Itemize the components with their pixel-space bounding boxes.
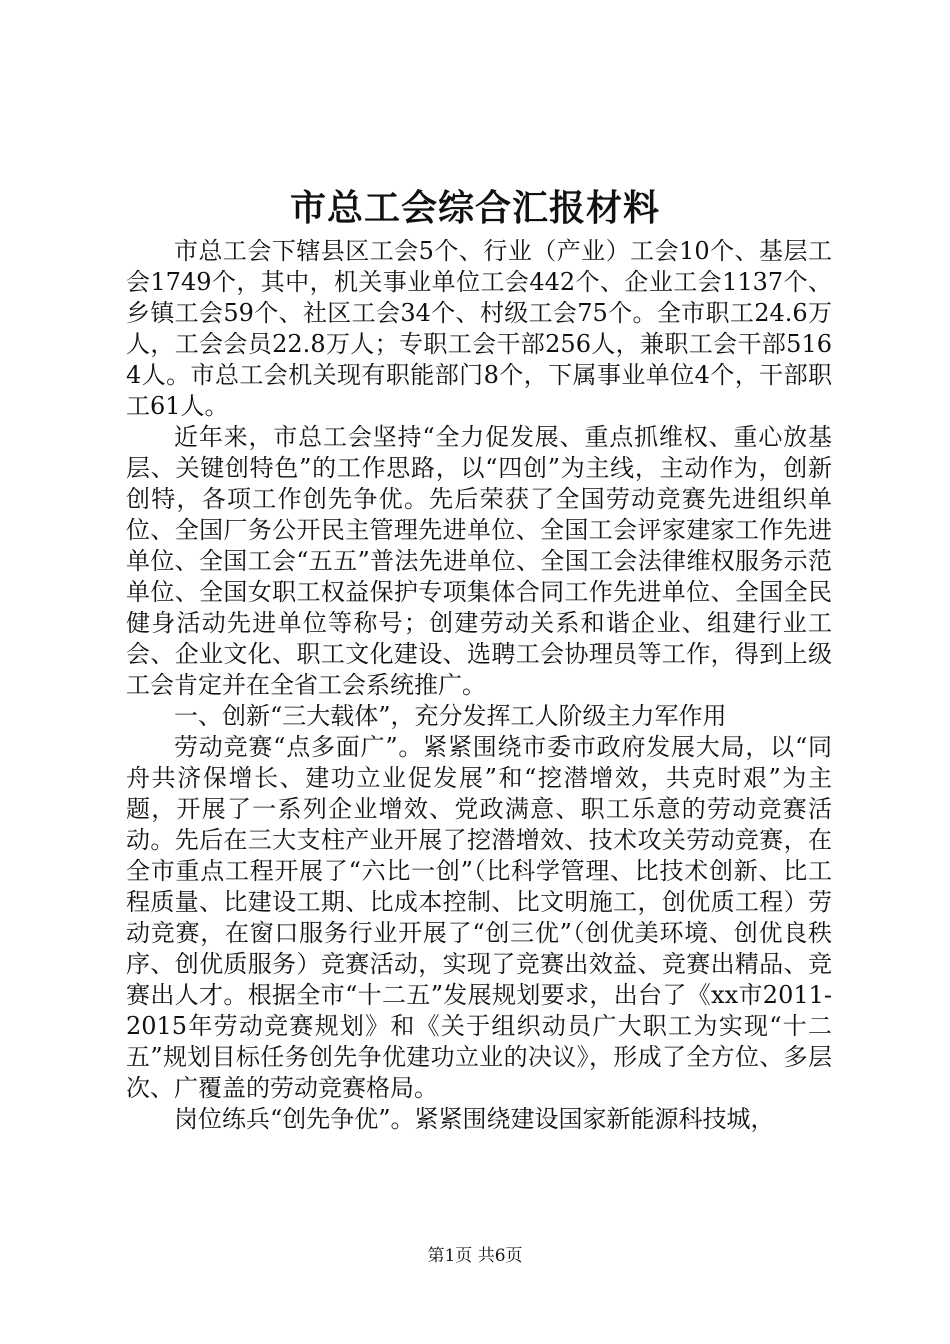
document-body [126, 236, 832, 1135]
paragraph-achievements: 近年来，市总工会坚持“全力促发展、重点抓维权、重心放基层、关键创特色”的工作思路，以“四创”为主线，主动作为，创新创特，各项工作创先争优。先后荣获了全国劳动竞赛先进组织单位、全国厂务公开民主管理先进单位、全国工会评家建家工作先进单位、全国工会“五五”普法先进单位、全国工会法律维权服务示范单位、全国女职工权益保护专项集体合同工作先进单位、全国全民健身活动先进单位等称号；创建劳动关系和谐企业、组建行业工会、企业文化、职工文化建设、选聘工会协理员等工作，得到上级工会肯定并在全省工会系统推广。 [126, 423, 832, 699]
document-title: 市总工会综合汇报材料 [289, 187, 660, 229]
paragraph-labor-competition: 劳动竞赛“点多面广”。紧紧围绕市委市政府发展大局，以“同舟共济保增长、建功立业促发展”和“挖潜增效，共克时艰”为主题，开展了一系列企业增效、党政满意、职工乐意的劳动竞赛活动。先后在三大支柱产业开展了挖潜增效、技术攻关劳动竞赛，在全市重点工程开展了“六比一创”（比科学管理、比技术创新、比工程质量、比建设工期、比成本控制、比文明施工，创优质工程）劳动竞赛，在窗口服务行业开展了“创三优”（创优美环境、创优良秩序、创优质服务）竞赛活动，实现了竞赛出效益、竞赛出精品、竞赛出人才。根据全市“十二五”发展规划要求，出台了《xx市2011-2015年劳动竞赛规划》和《关于组织动员广大职工为实现“十二五”规划目标任务创先争优建功立业的决议》，形成了全方位、多层次、广覆盖的劳动竞赛格局。 [126, 733, 832, 1102]
section-heading-one: 一、创新“三大载体”，充分发挥工人阶级主力军作用 [174, 702, 727, 730]
paragraph-overview: 市总工会下辖县区工会5个、行业（产业）工会10个、基层工会1749个，其中，机关事业单位工会442个、企业工会1137个、乡镇工会59个、社区工会34个、村级工会75个。全市职工24.6万人，工会会员22.8万人；专职工会干部256人，兼职工会干部5164人。市总工会机关现有职能部门8个，下属事业单位4个，干部职工61人。 [126, 237, 832, 420]
paragraph-skill-training: 岗位练兵“创先争优”。紧紧围绕建设国家新能源科技城， [174, 1105, 775, 1133]
page-number-footer: 第1页 共6页 [427, 1246, 523, 1266]
